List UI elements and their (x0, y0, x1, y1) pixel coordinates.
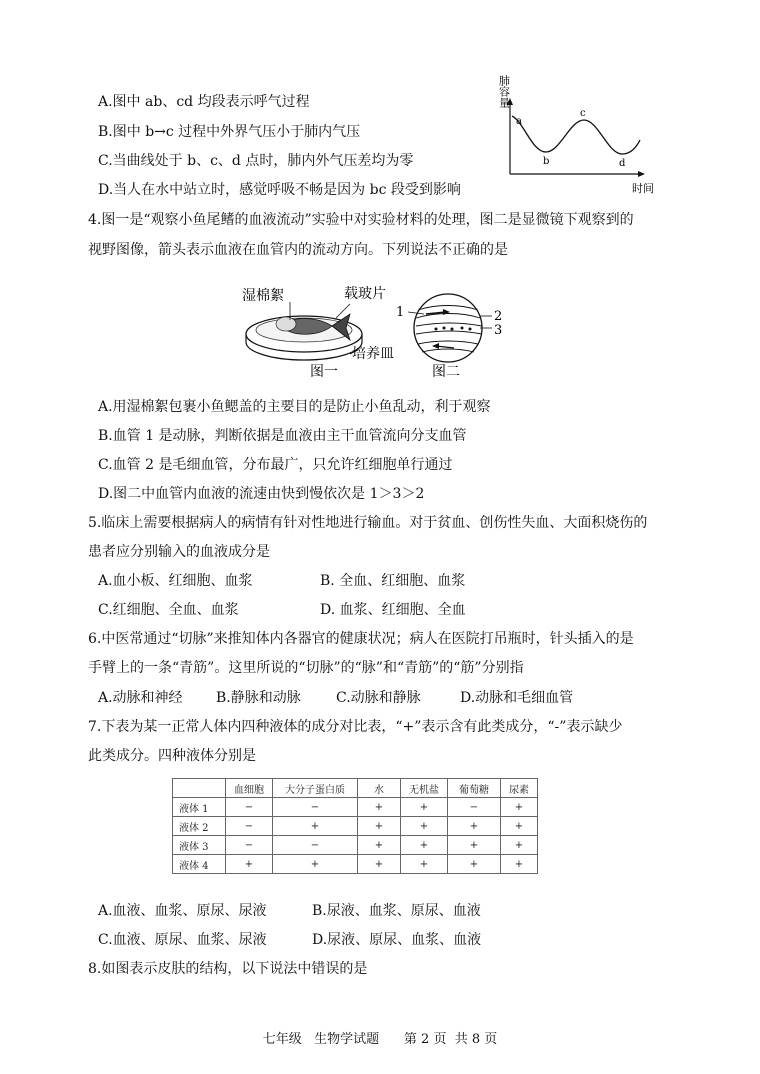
table-cell: + (501, 798, 538, 817)
graph-point-a: a (516, 116, 522, 127)
table-header-cell: 大分子蛋白质 (273, 779, 358, 798)
q3-option-b: B.图中 b→c 过程中外界气压小于肺内气压 (98, 124, 361, 140)
table-row (173, 855, 538, 874)
q4-option-c: C.血管 2 是毛细血管，分布最广，只允许红细胞单行通过 (98, 457, 453, 473)
q7-stem-1: 7.下表为某一正常人体内四种液体的成分对比表，“+”表示含有此类成分，“-”表示缺少 (88, 719, 623, 735)
page-footer: 七年级 生物学试题 第 2 页 共 8 页 (262, 1032, 498, 1047)
q4-option-d: D.图二中血管内血液的流速由快到慢依次是 1＞3＞2 (98, 486, 425, 502)
table-header-row (173, 779, 538, 798)
vessel-number-3: 3 (494, 323, 503, 338)
q6-option-b: B.静脉和动脉 (216, 690, 301, 706)
caption-figure-2: 图二 (432, 364, 460, 380)
table-cell: + (358, 855, 401, 874)
q7-option-b: B.尿液、血浆、原尿、血液 (312, 903, 481, 919)
table-cell: − (273, 798, 358, 817)
q6-stem-2: 手臂上的一条“青筋”。这里所说的“切脉”的“脉”和“青筋”的“筋”分别指 (88, 660, 524, 676)
label-petri-dish: 培养皿 (352, 346, 394, 362)
table-cell: + (358, 836, 401, 855)
q7-option-a: A.血液、血浆、原尿、尿液 (98, 903, 267, 919)
table-cell: + (226, 855, 273, 874)
table-cell: + (501, 836, 538, 855)
table-cell: + (358, 798, 401, 817)
table-cell: + (401, 817, 448, 836)
label-glass-slide: 载玻片 (344, 286, 386, 302)
table-cell: + (501, 817, 538, 836)
caption-figure-1: 图一 (310, 364, 338, 380)
graph-point-b: b (543, 156, 550, 167)
table-header-cell: 尿素 (501, 779, 538, 798)
table-cell: + (448, 836, 501, 855)
graph-point-d: d (619, 158, 626, 169)
q4-option-a: A.用湿棉絮包裹小鱼鳃盖的主要目的是防止小鱼乱动，利于观察 (98, 399, 491, 415)
table-cell: + (401, 798, 448, 817)
q6-stem-1: 6.中医常通过“切脉”来推知体内各器官的健康状况；病人在医院打吊瓶时，针头插入的是 (88, 631, 634, 647)
fluid-composition-table (172, 778, 538, 874)
q5-stem-1: 5.临床上需要根据病人的病情有针对性地进行输血。对于贫血、创伤性失血、大面积烧伤的 (88, 515, 648, 531)
graph-ylabel: 肺容量 (497, 75, 511, 108)
q5-stem-2: 患者应分别输入的血液成分是 (88, 544, 270, 560)
q4-stem-1: 4.图一是“观察小鱼尾鳍的血液流动”实验中对实验材料的处理，图二是显微镜下观察到的 (88, 212, 634, 228)
table-cell: − (226, 798, 273, 817)
q3-option-a: A.图中 ab、cd 均段表示呼气过程 (98, 94, 310, 110)
table-cell: − (273, 836, 358, 855)
vessel-number-2: 2 (494, 309, 503, 324)
table-header-cell: 无机盐 (401, 779, 448, 798)
table-cell: + (448, 817, 501, 836)
q7-option-d: D.尿液、原尿、血浆、血液 (312, 932, 482, 948)
q6-option-c: C.动脉和静脉 (336, 690, 421, 706)
q6-option-a: A.动脉和神经 (98, 690, 183, 706)
table-cell: − (226, 836, 273, 855)
table-row (173, 836, 538, 855)
label-wet-cotton: 湿棉絮 (242, 288, 284, 304)
table-header-cell (173, 779, 226, 798)
q5-option-c: C.红细胞、全血、血浆 (98, 602, 239, 618)
lung-volume-graph (486, 75, 666, 198)
vessel-number-1: 1 (396, 305, 405, 320)
q3-option-c: C.当曲线处于 b、c、d 点时，肺内外气压差均为零 (98, 153, 414, 169)
table-cell: − (448, 798, 501, 817)
table-cell: + (358, 817, 401, 836)
table-cell: + (448, 855, 501, 874)
table-cell: + (501, 855, 538, 874)
graph-point-c: c (580, 108, 586, 119)
q5-option-d: D. 血浆、红细胞、全血 (320, 602, 466, 618)
table-row (173, 817, 538, 836)
q6-option-d: D.动脉和毛细血管 (460, 690, 574, 706)
table-header-cell: 血细胞 (226, 779, 273, 798)
q8-stem: 8.如图表示皮肤的结构，以下说法中错误的是 (88, 961, 368, 977)
q3-option-d: D.当人在水中站立时，感觉呼吸不畅是因为 bc 段受到影响 (98, 182, 461, 198)
table-header-cell: 水 (358, 779, 401, 798)
q4-stem-2: 视野图像，箭头表示血液在血管内的流动方向。下列说法不正确的是 (88, 242, 508, 258)
table-cell: + (273, 817, 358, 836)
q4-option-b: B.血管 1 是动脉，判断依据是血液由主干血管流向分支血管 (98, 428, 467, 444)
table-cell: + (401, 855, 448, 874)
table-cell: 液体 4 (173, 855, 226, 874)
q5-option-a: A.血小板、红细胞、血浆 (98, 573, 253, 589)
table-cell: + (273, 855, 358, 874)
table-cell: + (401, 836, 448, 855)
graph-xlabel: 时间 (632, 182, 654, 195)
table-header-cell: 葡萄糖 (448, 779, 501, 798)
table-cell: 液体 3 (173, 836, 226, 855)
table-cell: 液体 2 (173, 817, 226, 836)
q5-option-b: B. 全血、红细胞、血浆 (320, 573, 466, 589)
table-cell: − (226, 817, 273, 836)
table-cell: 液体 1 (173, 798, 226, 817)
fish-experiment-figure (240, 282, 520, 378)
q7-option-c: C.血液、原尿、血浆、尿液 (98, 932, 267, 948)
q7-stem-2: 此类成分。四种液体分别是 (88, 748, 256, 764)
table-row (173, 798, 538, 817)
